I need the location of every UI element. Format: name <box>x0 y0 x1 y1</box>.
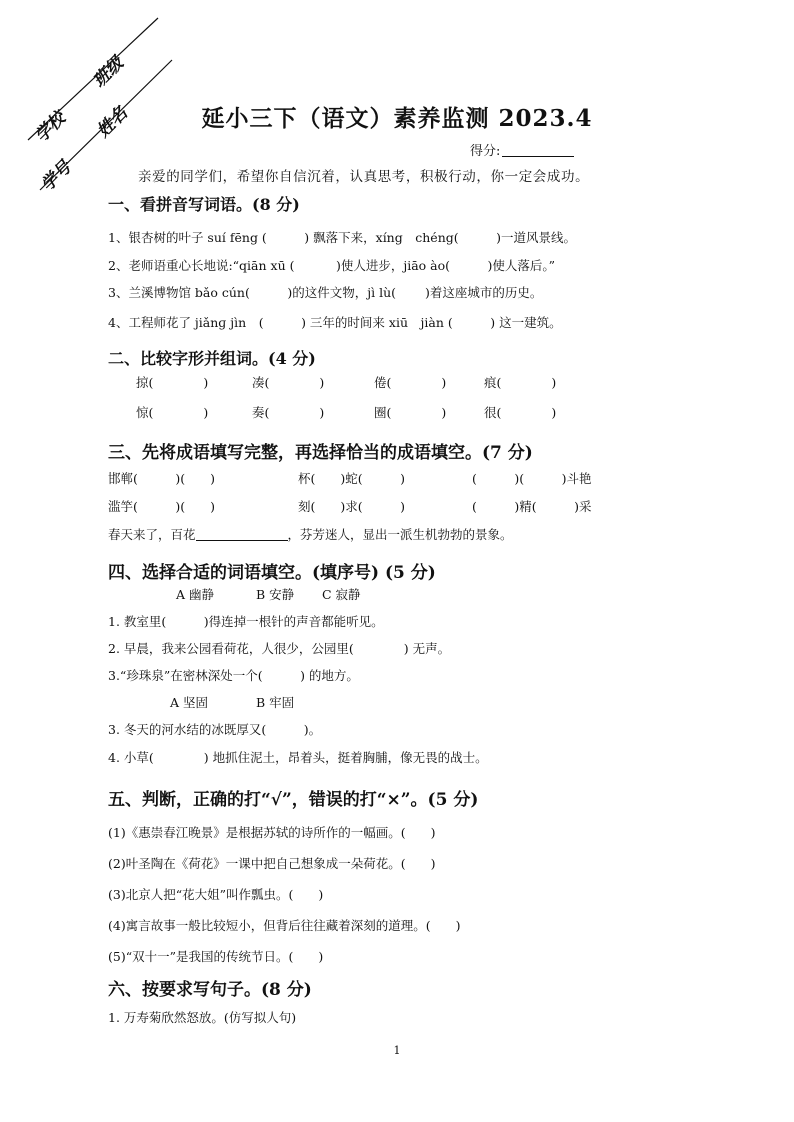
s4-option-c: C 寂静 <box>322 587 361 602</box>
s1-line-4: 4、工程师花了 jiǎnɡ jìn ( ) 三年的时间来 xiū jiàn ( ) 这一建筑。 <box>108 315 562 330</box>
school-label: 学校 <box>31 108 70 147</box>
s4-question-4: 3. 冬天的河水结的冰既厚又( )。 <box>108 722 322 737</box>
s2-item-4: 痕( ) <box>484 375 557 390</box>
s4-question-3: 3.“珍珠泉”在密林深处一个( ) 的地方。 <box>108 668 359 683</box>
s2-item-5: 惊( ) <box>136 405 209 420</box>
s1-line-3: 3、兰溪博物馆 bǎo cún( )的这件文物，jì lù( )着这座城市的历史。 <box>108 285 543 300</box>
s2-item-7: 圈( ) <box>374 405 447 420</box>
section3-heading: 三、先将成语填写完整，再选择恰当的成语填空。(7 分) <box>108 443 533 463</box>
section1-heading: 一、看拼音写词语。(8 分) <box>108 195 300 214</box>
s6-question-1: 1. 万寿菊欣然怒放。(仿写拟人句) <box>108 1010 297 1025</box>
score-label: 得分: <box>470 144 501 159</box>
s2-item-6: 奏( ) <box>252 405 325 420</box>
name-label: 姓名 <box>93 103 132 142</box>
s5-item-1: (1)《惠崇春江晚景》是根据苏轼的诗所作的一幅画。( ) <box>108 825 436 840</box>
s3-idiom-2: 杯( )蛇( ) <box>298 471 406 486</box>
s5-item-2: (2)叶圣陶在《荷花》一课中把自己想象成一朵荷花。( ) <box>108 856 436 871</box>
s3-answer-blank[interactable] <box>196 528 288 541</box>
s4-option2-b: B 牢固 <box>256 695 295 710</box>
section6-heading: 六、按要求写句子。(8 分) <box>108 980 312 1000</box>
score-blank[interactable] <box>502 144 574 157</box>
intro-text: 亲爱的同学们，希望你自信沉着，认真思考，积极行动，你一定会成功。 <box>138 169 590 185</box>
section5-heading: 五、判断，正确的打“√”，错误的打“×”。(5 分) <box>108 790 479 810</box>
s3-idiom-4: 滥竽( )( ) <box>108 499 216 514</box>
s2-item-8: 很( ) <box>484 405 557 420</box>
section4-heading: 四、选择合适的词语填空。(填序号) (5 分) <box>108 563 436 583</box>
s4-question-5: 4. 小草( ) 地抓住泥土，昂着头，挺着胸脯，像无畏的战士。 <box>108 750 488 765</box>
s5-item-3: (3)北京人把“花大姐”叫作瓢虫。( ) <box>108 887 324 902</box>
s3-idiom-6: ( )精( )采 <box>472 499 592 514</box>
s2-item-3: 倦( ) <box>374 375 447 390</box>
s4-option-b: B 安静 <box>256 587 295 602</box>
score-field <box>470 140 574 159</box>
s4-question-1: 1. 教室里( )得连掉一根针的声音都能听见。 <box>108 614 384 629</box>
page-number: 1 <box>393 1044 401 1057</box>
s5-item-4: (4)寓言故事一般比较短小，但背后往往藏着深刻的道理。( ) <box>108 918 461 933</box>
s2-item-2: 凑( ) <box>252 375 325 390</box>
s3-idiom-1: 邯郸( )( ) <box>108 471 216 486</box>
s4-option-a: A 幽静 <box>176 587 215 602</box>
s3-sentence <box>108 525 513 543</box>
s4-option2-a: A 坚固 <box>170 695 209 710</box>
s3-idiom-5: 刻( )求( ) <box>298 499 406 514</box>
s3-sentence-start: 春天来了，百花 <box>108 527 196 542</box>
class-label: 班级 <box>89 53 128 92</box>
s1-line-2: 2、老师语重心长地说:“qiān xū ( )使人进步，jiāo ào( )使人落后。” <box>108 258 556 273</box>
page-title: 延小三下（语文）素养监测 2023.4 <box>201 105 593 132</box>
s1-line-1: 1、银杏树的叶子 suí fēng ( ) 飘落下来，xíng chéng( )一道风景线。 <box>108 230 576 245</box>
s3-idiom-3: ( )( )斗艳 <box>472 471 592 486</box>
s3-sentence-end: ，芬芳迷人，显出一派生机勃勃的景象。 <box>287 527 513 542</box>
section2-heading: 二、比较字形并组词。(4 分) <box>108 349 316 368</box>
s4-question-2: 2. 早晨，我来公园看荷花，人很少，公园里( ) 无声。 <box>108 641 451 656</box>
number-label: 学号 <box>37 157 76 196</box>
s2-item-1: 掠( ) <box>136 375 209 390</box>
s5-item-5: (5)“双十一”是我国的传统节日。( ) <box>108 949 324 964</box>
